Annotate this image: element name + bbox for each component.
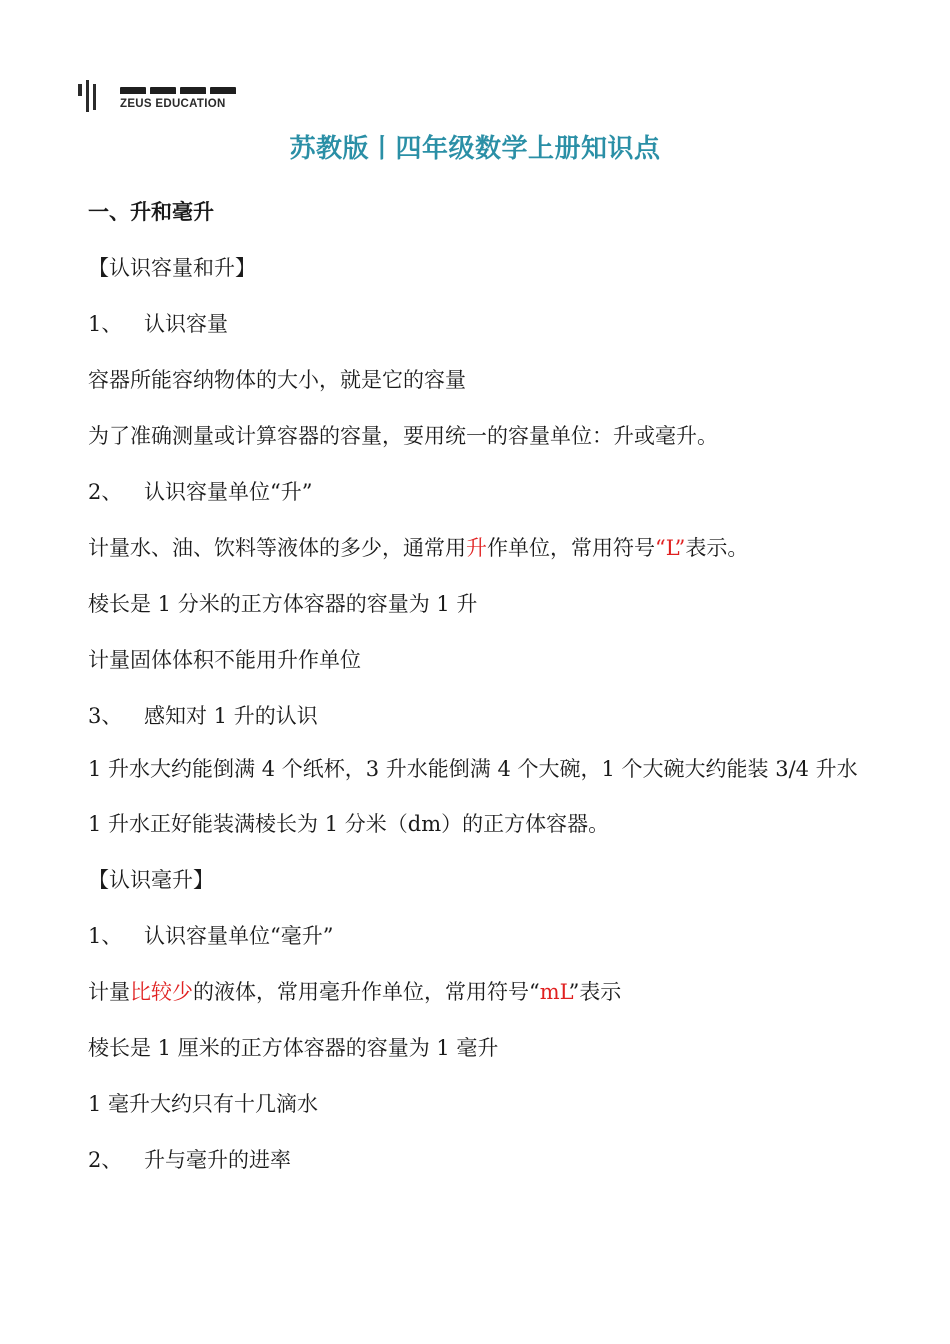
section-heading: 一、升和毫升: [88, 200, 214, 224]
text-segment: 作单位，常用符号: [487, 536, 655, 560]
numbered-item: [88, 688, 878, 744]
text-segment: 的液体，常用毫升作单位，常用符号“: [193, 980, 540, 1004]
item-number: 2、: [88, 480, 123, 504]
item-text: 认识容量单位“升”: [144, 480, 313, 504]
paragraph: 1 升水大约能倒满 4 个纸杯，3 升水能倒满 4 个大碗，1 个大碗大约能装 3/4 升水: [88, 757, 858, 781]
logo-chinese-wordmark: [120, 82, 250, 94]
highlight-text: 比较少: [130, 980, 193, 1004]
paragraph: 计量固体体积不能用升作单位: [88, 648, 361, 672]
subsection-heading: 【认识容量和升】: [88, 256, 256, 280]
item-number: 3、: [88, 704, 123, 728]
highlight-text: 升: [466, 536, 487, 560]
paragraph: 棱长是 1 厘米的正方体容器的容量为 1 毫升: [88, 1036, 499, 1060]
text-segment: 计量水、油、饮料等液体的多少，通常用: [88, 536, 466, 560]
text-segment: 计量: [88, 980, 130, 1004]
item-number: 2、: [88, 1148, 123, 1172]
numbered-item: [88, 1132, 878, 1188]
item-number: 1、: [88, 312, 123, 336]
zeus-logo-icon: [76, 78, 100, 114]
paragraph: [88, 964, 878, 1020]
item-number: 1、: [88, 924, 123, 948]
highlight-text: “L”: [655, 536, 686, 560]
document-body: [88, 184, 878, 1188]
numbered-item: [88, 464, 878, 520]
paragraph: 1 升水正好能装满棱长为 1 分米（dm）的正方体容器。: [88, 812, 610, 836]
document-title: 苏教版丨四年级数学上册知识点: [289, 134, 661, 164]
paragraph: [88, 520, 878, 576]
subsection-heading: 【认识毫升】: [88, 868, 214, 892]
paragraph: 1 毫升大约只有十几滴水: [88, 1092, 319, 1116]
paragraph: 容器所能容纳物体的大小，就是它的容量: [88, 368, 466, 392]
numbered-item: [88, 296, 878, 352]
company-logo: [76, 78, 256, 118]
item-text: 感知对 1 升的认识: [144, 704, 318, 728]
paragraph: 为了准确测量或计算容器的容量，要用统一的容量单位：升或毫升。: [88, 424, 718, 448]
numbered-item: [88, 908, 878, 964]
item-text: 认识容量单位“毫升”: [144, 924, 334, 948]
item-text: 认识容量: [144, 312, 228, 336]
highlight-text: mL: [539, 980, 569, 1004]
text-segment: ”表示: [568, 980, 622, 1004]
item-text: 升与毫升的进率: [144, 1148, 291, 1172]
logo-english-text: ZEUS EDUCATION: [120, 98, 226, 110]
paragraph: 棱长是 1 分米的正方体容器的容量为 1 升: [88, 592, 478, 616]
text-segment: 表示。: [685, 536, 749, 560]
